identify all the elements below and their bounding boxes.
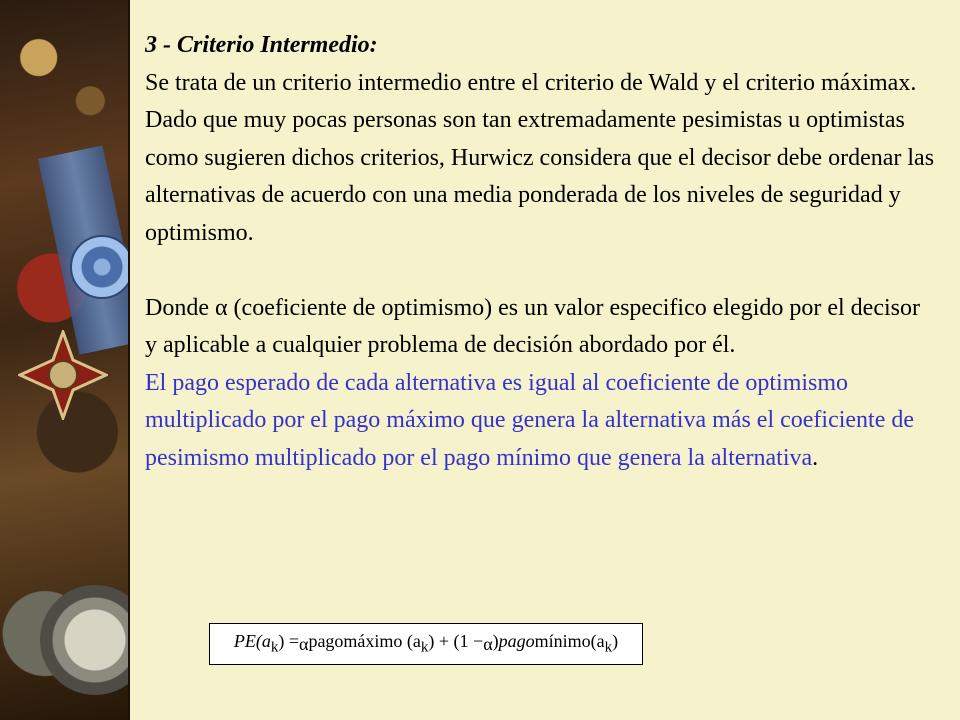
paragraph-definition: Se trata de un criterio intermedio entre el criterio de Wald y el criterio máximax. Dado que muy pocas personas son tan extremadamente pesimistas u optimistas como sugieren dichos criterios, Hurwicz considera que el decisor debe ordenar las alternativas de acuerdo con una media ponderada de los niveles de seguridad y optimismo. — [145, 69, 935, 246]
paragraph-alpha: Donde α (coeficiente de optimismo) es un valor especifico elegido por el decisor y aplicable a cualquier problema de decisión abordado por él. — [145, 294, 920, 358]
expected-payoff-text: El pago esperado de cada alternativa es igual al coeficiente de optimismo multiplicado por el pago máximo que genera la alternativa más el coeficiente de pesimismo multiplicado por el pago mínimo que genera la alternativa — [145, 369, 915, 471]
formula-min-term: )$pagomínimo(a_k)$ — [492, 631, 619, 656]
expected-payoff-period: . — [812, 444, 819, 471]
section-heading: 3 - Criterio Intermedio: — [145, 32, 378, 58]
hurwicz-formula — [209, 623, 643, 665]
formula-max-term: pagomáximo $(a_k) + (1$ − — [308, 631, 484, 656]
sidebar-divider — [128, 0, 130, 720]
paragraph-spacer — [145, 252, 935, 290]
rosette-decoration — [70, 235, 129, 299]
formula-alpha: α — [299, 633, 309, 654]
medal-cross-icon — [18, 330, 108, 420]
paragraph-expected-payoff — [145, 365, 935, 478]
compass-decoration — [40, 585, 129, 695]
slide-content — [145, 27, 935, 477]
formula-lhs: $PE(a_k)$ = — [233, 631, 299, 656]
formula-alpha-2: α — [483, 633, 493, 654]
decorative-side-image — [0, 0, 129, 720]
